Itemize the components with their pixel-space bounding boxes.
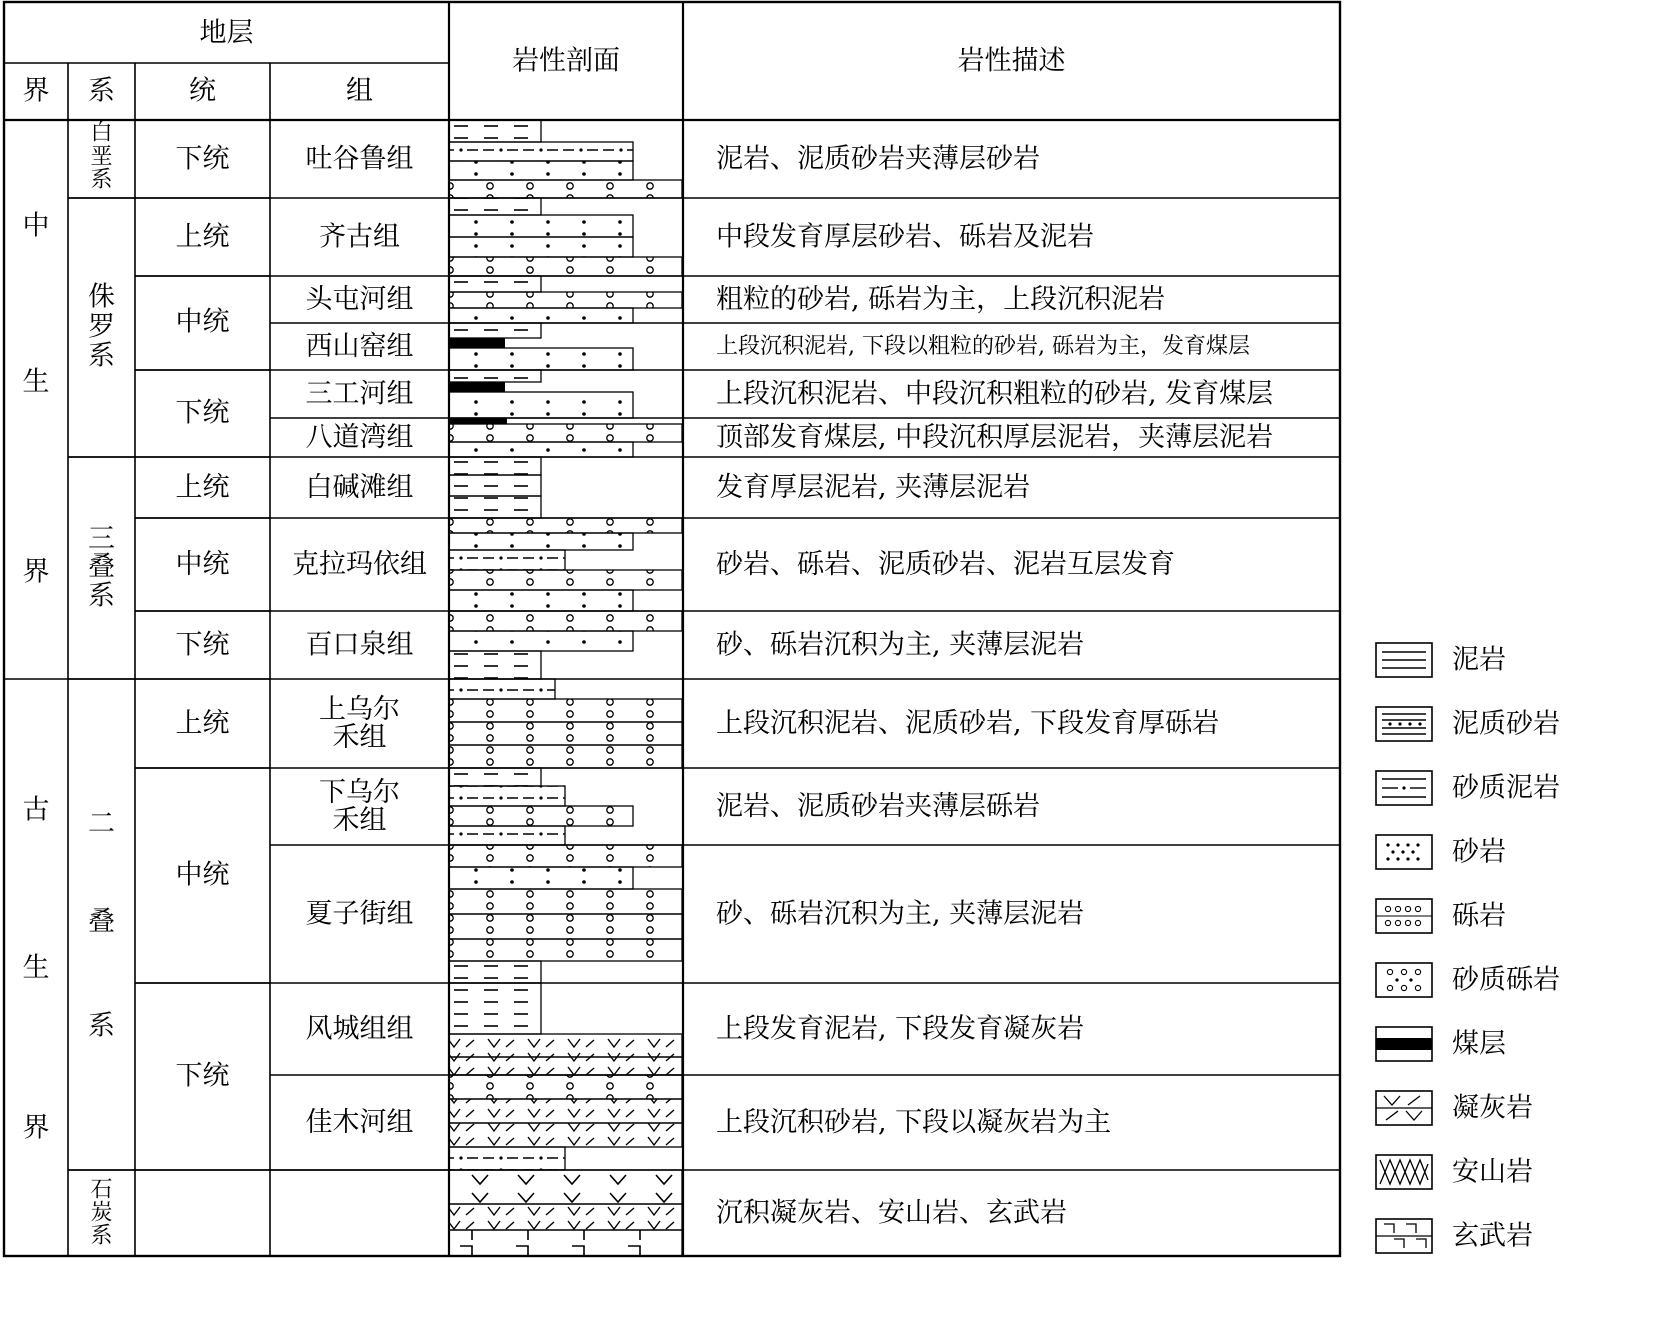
lithology-layer bbox=[449, 161, 633, 180]
lithology-profile bbox=[449, 120, 682, 1256]
lithology-layer bbox=[449, 1099, 682, 1123]
formation-description: 砂、砾岩沉积为主, 夹薄层泥岩 bbox=[716, 629, 1085, 661]
lithology-layer bbox=[449, 722, 682, 745]
lithology-layer bbox=[449, 768, 541, 786]
formation-description: 上段发育泥岩, 下段发育凝灰岩 bbox=[716, 1013, 1085, 1045]
muddy-sandstone-icon bbox=[1376, 707, 1432, 741]
system-label: 垩 bbox=[90, 144, 113, 170]
lithology-layer bbox=[449, 457, 541, 475]
lithology-layer bbox=[449, 518, 682, 533]
formation-description: 粗粒的砂岩, 砾岩为主，上段沉积泥岩 bbox=[716, 284, 1166, 315]
lithology-layer bbox=[449, 292, 682, 308]
system-label: 系 bbox=[88, 340, 115, 372]
erathem-label: 界 bbox=[22, 1112, 50, 1144]
system-label: 系 bbox=[90, 167, 113, 193]
system-label: 炭 bbox=[90, 1200, 113, 1226]
lithology-layer bbox=[449, 745, 682, 768]
lithology-layer bbox=[449, 611, 682, 631]
formation-name: 下乌尔 bbox=[319, 777, 400, 808]
formation-description: 沉积凝灰岩、安山岩、玄武岩 bbox=[716, 1197, 1067, 1229]
series-label: 中统 bbox=[175, 549, 230, 580]
formation-name: 百口泉组 bbox=[305, 629, 414, 661]
lithology-layer bbox=[449, 631, 633, 651]
formation-name: 八道湾组 bbox=[305, 422, 414, 453]
formation-name: 西山窑组 bbox=[305, 331, 414, 362]
lithology-layer bbox=[449, 590, 633, 611]
lithology-layer bbox=[449, 1034, 682, 1057]
series-label: 中统 bbox=[175, 859, 230, 891]
lithology-layer bbox=[449, 1170, 682, 1204]
coal-seam-layer bbox=[449, 338, 505, 348]
lithology-layer bbox=[449, 1057, 682, 1075]
legend-label: 泥质砂岩 bbox=[1452, 708, 1560, 740]
series-label: 上统 bbox=[175, 472, 230, 503]
lithology-layer bbox=[449, 570, 682, 590]
formation-name: 吐谷鲁组 bbox=[305, 143, 414, 175]
formation-name: 三工河组 bbox=[305, 378, 414, 410]
coal-seam-layer bbox=[449, 418, 507, 424]
lithology-layer bbox=[449, 1204, 682, 1230]
lithology-layer bbox=[449, 180, 682, 198]
legend-label: 砾岩 bbox=[1452, 900, 1506, 932]
lithology-layer bbox=[449, 1123, 682, 1147]
system-label: 罗 bbox=[88, 311, 115, 343]
system-label: 三 bbox=[88, 523, 115, 555]
series-label: 下统 bbox=[175, 629, 230, 661]
system-label: 侏 bbox=[88, 281, 115, 313]
series-label: 下统 bbox=[175, 1060, 230, 1092]
erathem-label: 生 bbox=[22, 366, 50, 398]
lithology-layer bbox=[449, 120, 541, 142]
erathem-label: 中 bbox=[22, 210, 50, 242]
header-profile: 岩性剖面 bbox=[512, 45, 620, 77]
formation-description: 顶部发育煤层, 中段沉积厚层泥岩，夹薄层泥岩 bbox=[716, 422, 1274, 453]
erathem-label: 古 bbox=[22, 794, 50, 826]
lithology-layer bbox=[449, 961, 541, 983]
formation-name: 夏子街组 bbox=[305, 898, 414, 930]
formation-description: 上段沉积砂岩, 下段以凝灰岩为主 bbox=[716, 1107, 1112, 1138]
legend-label: 安山岩 bbox=[1452, 1156, 1533, 1188]
sandy-conglomerate-icon bbox=[1376, 963, 1432, 997]
legend-label: 凝灰岩 bbox=[1452, 1092, 1533, 1124]
lithology-layer bbox=[449, 370, 541, 382]
lithology-layer bbox=[449, 1230, 682, 1256]
header-description: 岩性描述 bbox=[957, 45, 1066, 77]
lithology-layer bbox=[449, 475, 541, 496]
system-label: 系 bbox=[88, 1010, 115, 1042]
lithology-layer bbox=[449, 939, 682, 961]
system-label: 二 bbox=[88, 808, 115, 840]
series-label: 上统 bbox=[175, 221, 230, 253]
series-label: 上统 bbox=[175, 708, 230, 739]
legend-label: 砂质泥岩 bbox=[1452, 772, 1560, 804]
header-series: 统 bbox=[189, 75, 216, 107]
lithology-layer bbox=[449, 215, 633, 237]
header-erathem: 界 bbox=[22, 75, 50, 107]
lithology-layer bbox=[449, 424, 682, 442]
lithology-layer bbox=[449, 442, 633, 457]
erathem-label: 界 bbox=[22, 556, 50, 588]
sandstone-icon bbox=[1376, 835, 1432, 869]
legend-label: 泥岩 bbox=[1452, 644, 1506, 676]
lithology-layer bbox=[449, 699, 682, 722]
lithology-layer bbox=[449, 889, 682, 914]
lithology-layer bbox=[449, 276, 541, 292]
lithology-layer bbox=[449, 651, 541, 679]
system-label: 系 bbox=[88, 580, 115, 612]
formation-name: 佳木河组 bbox=[305, 1107, 414, 1138]
lithology-layer bbox=[449, 1147, 565, 1170]
formation-name: 齐古组 bbox=[319, 221, 400, 253]
lithology-layer bbox=[449, 257, 682, 276]
formation-description: 砂、砾岩沉积为主, 夹薄层泥岩 bbox=[716, 898, 1085, 930]
formation-name: 克拉玛依组 bbox=[292, 549, 427, 580]
legend-label: 玄武岩 bbox=[1452, 1220, 1533, 1252]
coal-seam-icon bbox=[1376, 1027, 1432, 1061]
lithology-layer bbox=[449, 550, 565, 570]
header-system: 系 bbox=[88, 75, 115, 107]
lithology-layer bbox=[449, 826, 565, 845]
formation-description: 上段沉积泥岩、泥质砂岩, 下段发育厚砾岩 bbox=[716, 708, 1220, 739]
coal-seam-layer bbox=[449, 382, 505, 392]
lithology-layer bbox=[449, 806, 633, 826]
formation-description: 中段发育厚层砂岩、砾岩及泥岩 bbox=[716, 221, 1094, 253]
lithology-layer bbox=[449, 845, 682, 867]
legend-label: 砂岩 bbox=[1452, 836, 1506, 868]
header-strata: 地层 bbox=[199, 17, 254, 49]
lithology-layer bbox=[449, 983, 541, 1034]
tuff-icon bbox=[1376, 1091, 1432, 1125]
series-label: 下统 bbox=[175, 143, 230, 175]
lithology-layer bbox=[449, 1075, 682, 1099]
formation-name: 禾组 bbox=[332, 805, 387, 836]
formation-description: 砂岩、砾岩、泥质砂岩、泥岩互层发育 bbox=[716, 549, 1175, 580]
lithology-layer bbox=[449, 786, 565, 806]
lithology-layer bbox=[449, 142, 633, 161]
andesite-icon bbox=[1376, 1155, 1432, 1189]
lithology-layer bbox=[449, 198, 541, 215]
lithology-layer bbox=[449, 496, 541, 518]
lithology-layer bbox=[449, 323, 541, 338]
lithology-layer bbox=[449, 392, 633, 418]
formation-description: 泥岩、泥质砂岩夹薄层砾岩 bbox=[716, 791, 1040, 822]
formation-name: 白碱滩组 bbox=[305, 472, 414, 503]
legend-label: 砂质砾岩 bbox=[1452, 964, 1560, 996]
lithology-layer bbox=[449, 914, 682, 939]
conglomerate-icon bbox=[1376, 899, 1432, 933]
lithology-layer bbox=[449, 348, 633, 370]
formation-name: 上乌尔 bbox=[319, 694, 400, 725]
mudstone-icon bbox=[1376, 643, 1432, 677]
basalt-icon bbox=[1376, 1219, 1432, 1253]
series-label: 下统 bbox=[175, 397, 230, 429]
formation-description: 上段沉积泥岩、中段沉积粗粒的砂岩, 发育煤层 bbox=[716, 378, 1274, 410]
lithology-layer bbox=[449, 533, 633, 550]
formation-description: 上段沉积泥岩, 下段以粗粒的砂岩, 砾岩为主，发育煤层 bbox=[716, 334, 1250, 359]
formation-name: 风城组组 bbox=[305, 1013, 414, 1045]
lithology-layer bbox=[449, 237, 633, 257]
system-label: 石 bbox=[90, 1177, 113, 1203]
formation-name: 禾组 bbox=[332, 722, 387, 753]
formation-name: 头屯河组 bbox=[305, 284, 414, 315]
system-label: 叠 bbox=[88, 551, 115, 583]
formation-description: 泥岩、泥质砂岩夹薄层砂岩 bbox=[716, 143, 1040, 175]
header-formation: 组 bbox=[346, 75, 373, 107]
system-label: 白 bbox=[90, 120, 113, 146]
legend-label: 煤层 bbox=[1452, 1028, 1506, 1060]
system-label: 叠 bbox=[88, 906, 115, 938]
system-label: 系 bbox=[90, 1223, 113, 1249]
lithology-layer bbox=[449, 679, 555, 699]
erathem-label: 生 bbox=[22, 952, 50, 984]
legend bbox=[1376, 643, 1560, 1253]
lithology-layer bbox=[449, 308, 633, 323]
lithology-layer bbox=[449, 867, 633, 889]
series-label: 中统 bbox=[175, 306, 230, 338]
formation-description: 发育厚层泥岩, 夹薄层泥岩 bbox=[716, 472, 1031, 503]
sandy-mudstone-icon bbox=[1376, 771, 1432, 805]
